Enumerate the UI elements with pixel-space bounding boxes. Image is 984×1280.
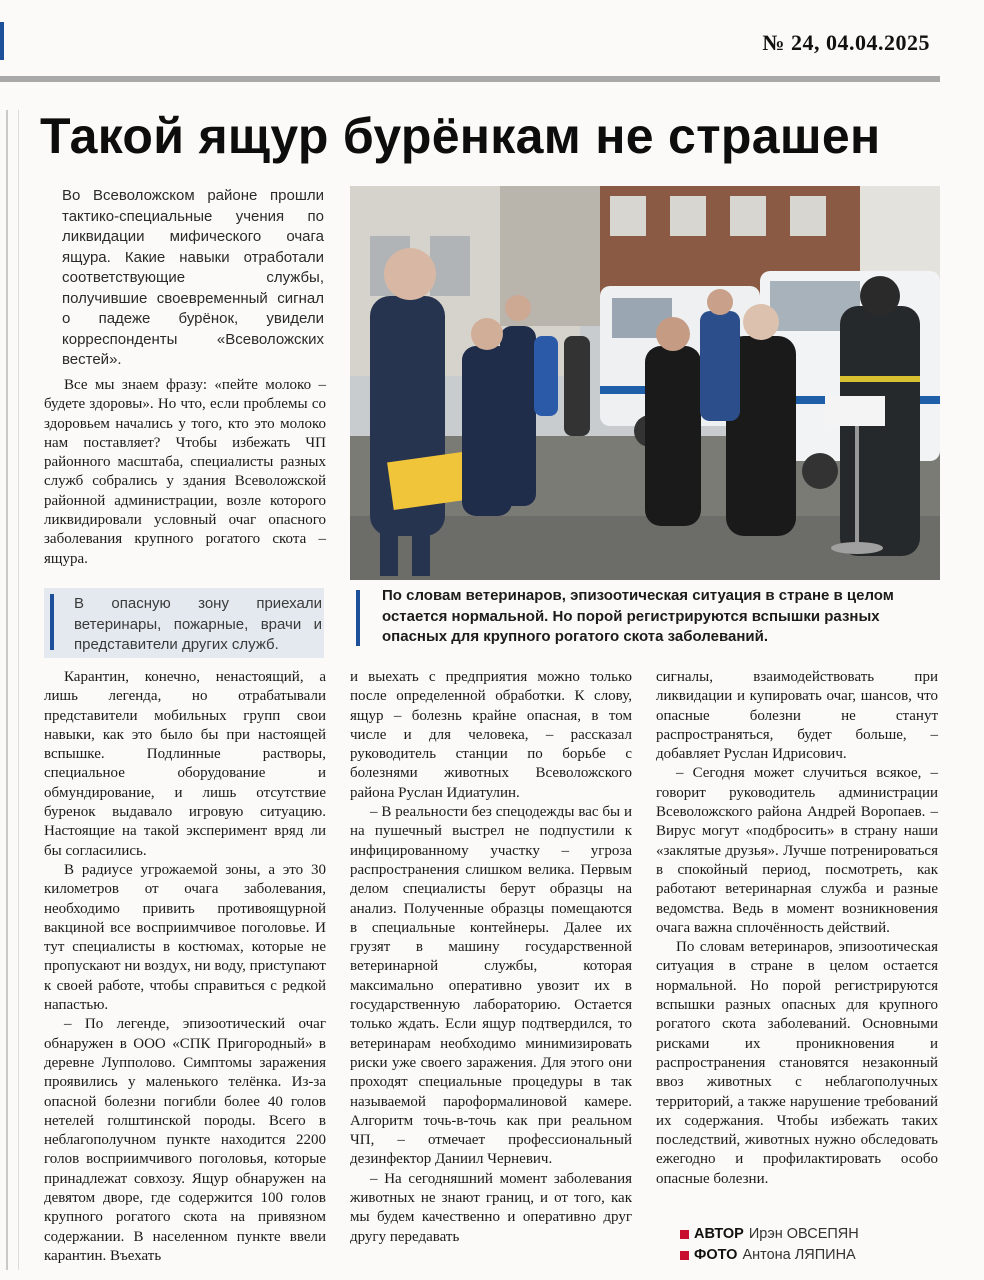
author-credit xyxy=(680,1224,940,1245)
lead-text: Во Всеволожском районе прошли тактико-специальные учения по ликвидации мифического очага ящура. Какие навыки отработали соответствующие службы, получившие своевременный сигнал о падеже бурёнок, увидели корреспонденты «Всеволожских вестей». xyxy=(62,187,324,368)
paragraph: В радиусе угрожаемой зоны, а это 30 километров от очага заболевания, необходимо привить противоящурной вакциной все восприимчивое поголовье. И тут специалисты в костюмах, которые не пропускают ни воздух, ни воду, приступают к своей работе, чтобы справиться с редкой напастью. xyxy=(44,861,326,1014)
body-column-1 xyxy=(44,668,326,1266)
photo-caption-text: По словам ветеринаров, эпизоотическая ситуация в стране в целом остается нормальной. Но порой регистрируются вспышки разных опасных для крупного рогатого скота заболеваний. xyxy=(382,587,894,645)
paragraph: – По легенде, эпизоотический очаг обнаружен в ООО «СПК Пригородный» в деревне Лупполово. Симптомы заражения проявились у маленького телёнка. Из-за опасной болезни погибли более 40 голов нетелей голштинской породы. Всего в неблагополучном пункте находится 2200 голов восприимчивого поголовья, которые принадлежат совхозу. Ящур обнаружен на девятом дворе, где содержится 100 голов крупного рогатого скота на привязном содержании. В населенном пункте ввели карантин. Въехать xyxy=(44,1016,326,1264)
photo-caption xyxy=(352,586,940,648)
paragraph: По словам ветеринаров, эпизоотическая ситуация в стране в целом остается нормальной. Но порой регистрируются вспышки разных опасных для крупного рогатого скота заболеваний. Основными рисками их проникновения и распространения становятся незаконный ввоз животных с неблагополучных территорий, а также нарушение требований их содержания. Чтобы избежать таких последствий, животных нужно обследовать ежегодно и профилактировать особо опасные болезни. xyxy=(656,939,938,1187)
paragraph: и выехать с предприятия можно только после определенной обработки. К слову, ящур – болезнь крайне опасная, в том числе и для человека, – рассказал руководитель станции по борьбе с болезнями животных Всеволожского района Руслан Идиатулин. xyxy=(350,669,632,801)
pull-quote-text: В опасную зону приехали ветеринары, пожарные, врачи и представители других служб. xyxy=(74,595,322,653)
quote-bar xyxy=(50,594,54,650)
page-gutter-line xyxy=(6,110,8,1270)
issue-number: № 24, 04.04.2025 xyxy=(762,30,930,55)
pull-quote xyxy=(44,588,324,658)
body-column-2 xyxy=(350,668,632,1247)
paragraph: сигналы, взаимодействовать при ликвидации и купировать очаг, шансов, что опасные болезни не станут распространяться, будет больше, – добавляет Руслан Идрисович. xyxy=(656,669,938,763)
photographer-name: Антона ЛЯПИНА xyxy=(742,1247,856,1263)
author-label: АВТОР xyxy=(694,1226,744,1242)
paragraph: – В реальности без спецодежды вас бы и на пушечный выстрел не подпустили к инфицированному участку – угроза распространения слишком велика. Первым делом специалисты берут образцы на анализ. Полученные образцы помещаются в специальные контейнеры. Далее их грузят в машину государственной ветеринарной службы, которая максимально оперативно увозит их в государственную лабораторию. Остается только ждать. Если ящур подтвердился, то ветеринарам необходимо минимизировать риски уже своего заражения. Для этого они проходят специальные процедуры в так называемой пароформалиновой камере. Алгоритм точь-в-точь как при реальном ЧП, – отмечает профессиональный дезинфектор Даниил Черневич. xyxy=(350,804,632,1168)
edge-accent xyxy=(0,22,4,60)
intro-paragraph-block xyxy=(44,376,326,569)
paragraph: – На сегодняшний момент заболевания животных не знают границ, и от того, как мы будем качественно и оперативно друг другу передавать xyxy=(350,1170,632,1245)
article-lead xyxy=(62,186,324,371)
photo-people-vehicles-icon xyxy=(350,186,940,580)
header-rule xyxy=(0,76,940,82)
paragraph: – Сегодня может случиться всякое, – говорит руководитель администрации Всеволожского района Андрей Воропаев. – Вирус могут «подбросить» в страну наши «заклятые друзья». Лучше потренироваться в спокойный период, посмотреть, как работают ветеринарная служба и разные ведомства. Ведь в момент возникновения очага важна сплочённость действий. xyxy=(656,765,938,936)
article-credits xyxy=(680,1224,940,1266)
author-name: Ирэн ОВСЕПЯН xyxy=(748,1226,859,1242)
page-gutter-line xyxy=(18,110,19,1270)
intro-paragraph: Все мы знаем фразу: «пейте молоко – будете здоровы». Но что, если проблемы со здоровьем начались у того, кто это молоко нам поставляет? Чтобы избежать ЧП районного масштаба, специалисты разных служб собрались у здания Всеволожской районной администрации, возле которого ликвидировали условный очаг опасного заболевания крупного рогатого скота – ящура. xyxy=(44,377,326,567)
photo-label: ФОТО xyxy=(694,1247,738,1263)
photo-credit xyxy=(680,1245,940,1266)
article-headline: Такой ящур бурёнкам не страшен xyxy=(40,108,881,164)
red-square-icon xyxy=(680,1230,689,1239)
caption-bar xyxy=(356,590,360,646)
paragraph: Карантин, конечно, ненастоящий, а лишь легенда, но отрабатывали представители мобильных групп свои навыки, как это было бы при настоящей вспышке. Подлинные растворы, специальное оборудование и обмундирование, и лишь отсутствие буренок выдавало игровую ситуацию. Настоящие на такой эксперимент вряд ли бы согласились. xyxy=(44,669,326,859)
body-column-3 xyxy=(656,668,938,1189)
red-square-icon xyxy=(680,1251,689,1260)
article-photo xyxy=(350,186,940,580)
